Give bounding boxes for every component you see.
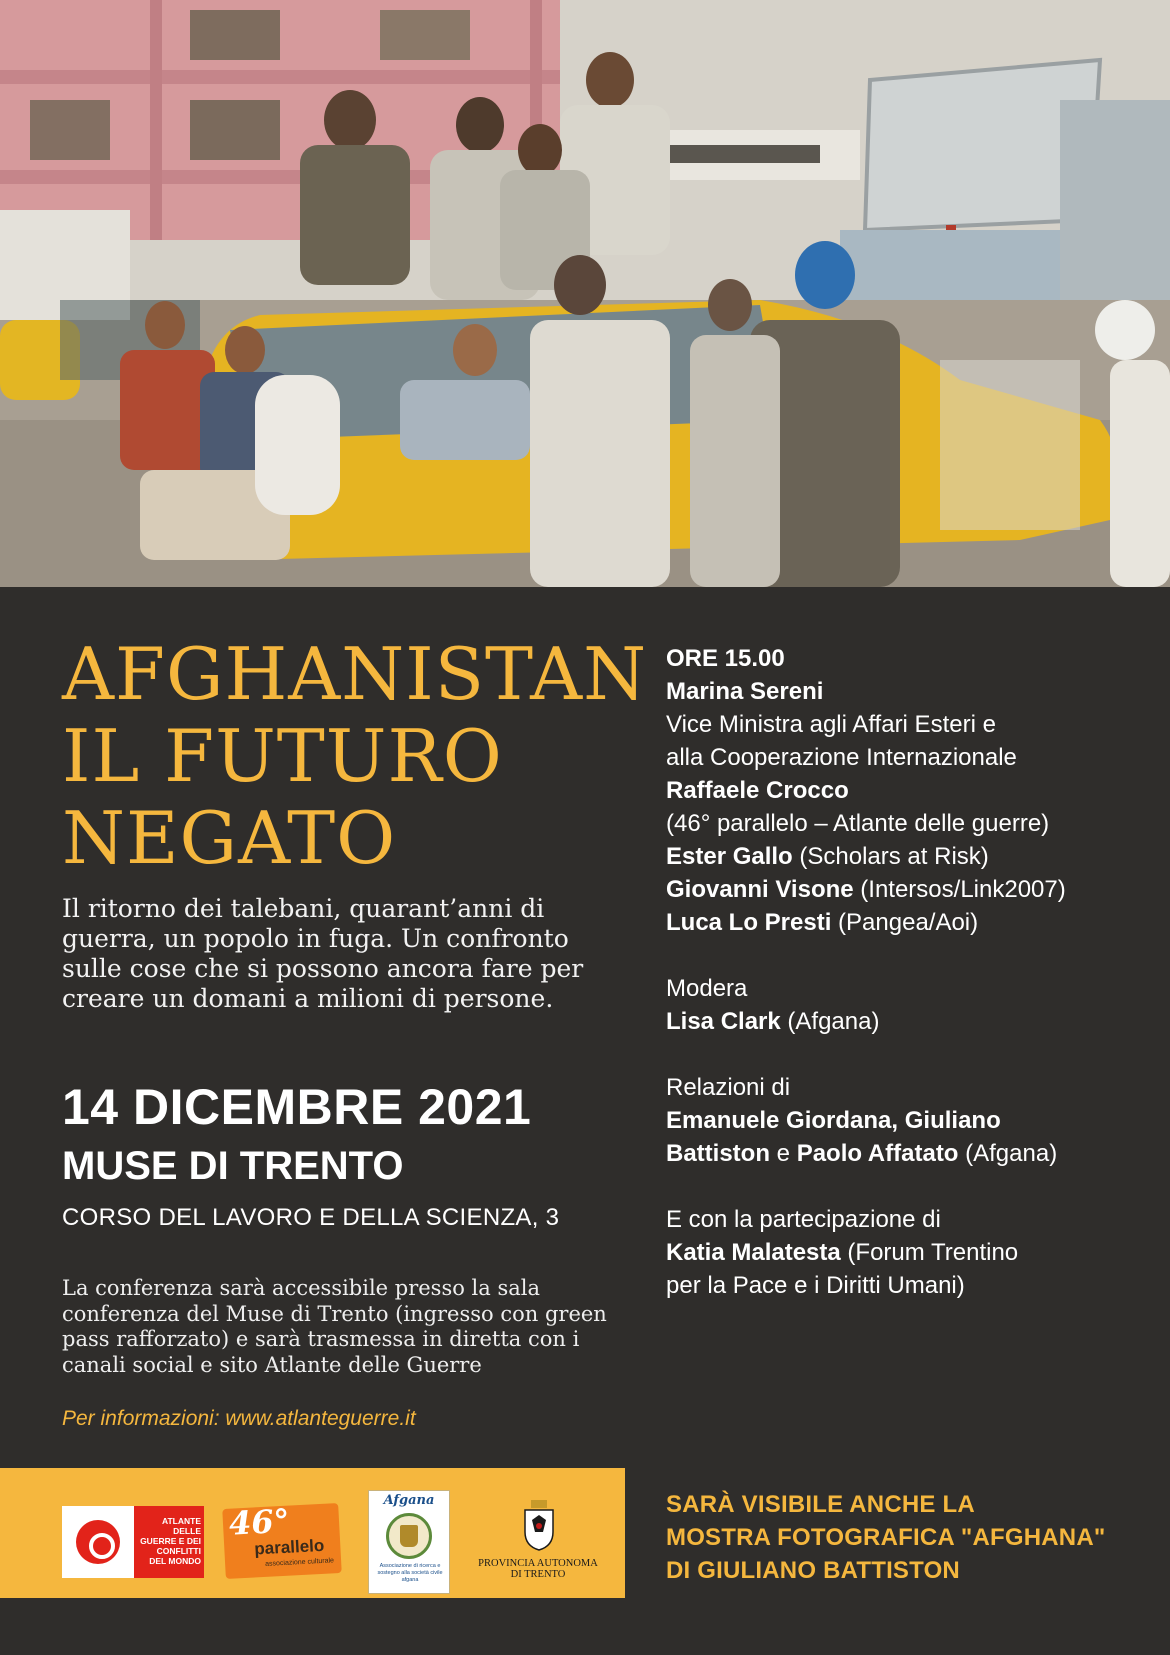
event-date: 14 DICEMBRE 2021 bbox=[62, 1079, 532, 1135]
46-parallelo-logo bbox=[222, 1503, 342, 1579]
participation-label: E con la partecipazione di bbox=[666, 1206, 941, 1233]
parallelo-sub: associazione culturale bbox=[265, 1557, 335, 1568]
reporter-name: Paolo Affatato bbox=[796, 1140, 959, 1167]
moderator-name: Lisa Clark bbox=[666, 1008, 781, 1035]
speaker-name: Marina Sereni bbox=[666, 678, 824, 705]
speaker-name: Ester Gallo bbox=[666, 843, 793, 870]
sponsor-logo-bar bbox=[0, 1468, 625, 1598]
atlante-guerre-logo bbox=[62, 1506, 204, 1578]
atlante-logo-text: ATLANTE DELLE GUERRE E DEI CONFLITTI DEL MONDO bbox=[134, 1506, 204, 1578]
speaker-role: Vice Ministra agli Affari Esteri e bbox=[666, 711, 996, 738]
participant-role: (Forum Trentino bbox=[847, 1239, 1019, 1266]
title-line-1: AFGHANISTAN bbox=[62, 632, 648, 716]
hero-photo bbox=[0, 0, 1170, 587]
emblem-icon bbox=[386, 1513, 432, 1559]
reporter-separator: , bbox=[891, 1107, 905, 1134]
event-title bbox=[62, 632, 648, 880]
event-address: CORSO DEL LAVORO E DELLA SCIENZA, 3 bbox=[62, 1204, 560, 1231]
reports-label: Relazioni di bbox=[666, 1074, 791, 1101]
street-scene-illustration bbox=[0, 0, 1170, 587]
afgana-logo bbox=[368, 1490, 450, 1594]
afgana-caption: Associazione di ricerca e sostegno alla società civile afgana bbox=[377, 1563, 443, 1583]
participant-name: Katia Malatesta bbox=[666, 1239, 841, 1266]
speaker-role: (46° parallelo – Atlante delle guerre) bbox=[666, 810, 1050, 837]
provincia-trento-logo bbox=[472, 1498, 604, 1590]
intro-text: Il ritorno dei talebani, quarant’anni di guerra, un popolo in fuga. Un confronto sulle cose che si possono ancora fare per creare un domani a milioni di persone. bbox=[62, 894, 584, 1013]
parallelo-name: parallelo bbox=[253, 1535, 325, 1559]
title-line-2: IL FUTURO bbox=[62, 714, 503, 798]
speaker-name: Giovanni Visone bbox=[666, 876, 854, 903]
spacer bbox=[666, 1170, 1146, 1203]
access-note: La conferenza sarà accessibile presso la sala conferenza del Muse di Trento (ingresso con green pass rafforzato) e sarà trasmessa in diretta con i canali social e sito Atlante delle Guerre bbox=[62, 1276, 607, 1377]
info-label: Per informazioni: bbox=[62, 1407, 220, 1430]
speaker-role: (Scholars at Risk) bbox=[799, 843, 989, 870]
speaker-name: Raffaele Crocco bbox=[666, 777, 849, 804]
parallelo-number: 46° bbox=[228, 1501, 291, 1543]
coat-of-arms-icon bbox=[522, 1498, 556, 1552]
exhibit-line-3: DI GIULIANO BATTISTON bbox=[666, 1557, 960, 1584]
spacer bbox=[666, 939, 1146, 972]
event-venue: MUSE DI TRENTO bbox=[62, 1144, 404, 1188]
title-line-3: NEGATO bbox=[62, 796, 397, 880]
speaker-role: (Pangea/Aoi) bbox=[838, 909, 979, 936]
reporter-role: (Afgana) bbox=[965, 1140, 1058, 1167]
moderator-role: (Afgana) bbox=[787, 1008, 880, 1035]
splash-icon bbox=[62, 1506, 134, 1578]
participant-role: per la Pace e i Diritti Umani) bbox=[666, 1272, 965, 1299]
reporter-separator: e bbox=[770, 1140, 797, 1167]
provincia-text: PROVINCIA AUTONOMA DI TRENTO bbox=[478, 1558, 598, 1580]
afgana-title: Afgana bbox=[383, 1493, 435, 1508]
program-time: ORE 15.00 bbox=[666, 645, 785, 672]
reporter-name: Giuliano bbox=[904, 1107, 1001, 1134]
spacer bbox=[666, 1038, 1146, 1071]
exhibit-line-1: SARÀ VISIBILE ANCHE LA bbox=[666, 1491, 975, 1518]
program-list bbox=[666, 642, 1146, 1302]
speaker-role: alla Cooperazione Internazionale bbox=[666, 744, 1017, 771]
info-url-link[interactable]: www.atlanteguerre.it bbox=[225, 1407, 416, 1430]
reporter-name: Battiston bbox=[666, 1140, 770, 1167]
speaker-name: Luca Lo Presti bbox=[666, 909, 832, 936]
speaker-role: (Intersos/Link2007) bbox=[860, 876, 1066, 903]
reporter-name: Emanuele Giordana bbox=[666, 1107, 892, 1134]
exhibit-line-2: MOSTRA FOTOGRAFICA "AFGHANA" bbox=[666, 1524, 1106, 1551]
exhibit-notice bbox=[666, 1488, 1146, 1587]
moderator-label: Modera bbox=[666, 975, 748, 1002]
info-line bbox=[62, 1407, 416, 1431]
